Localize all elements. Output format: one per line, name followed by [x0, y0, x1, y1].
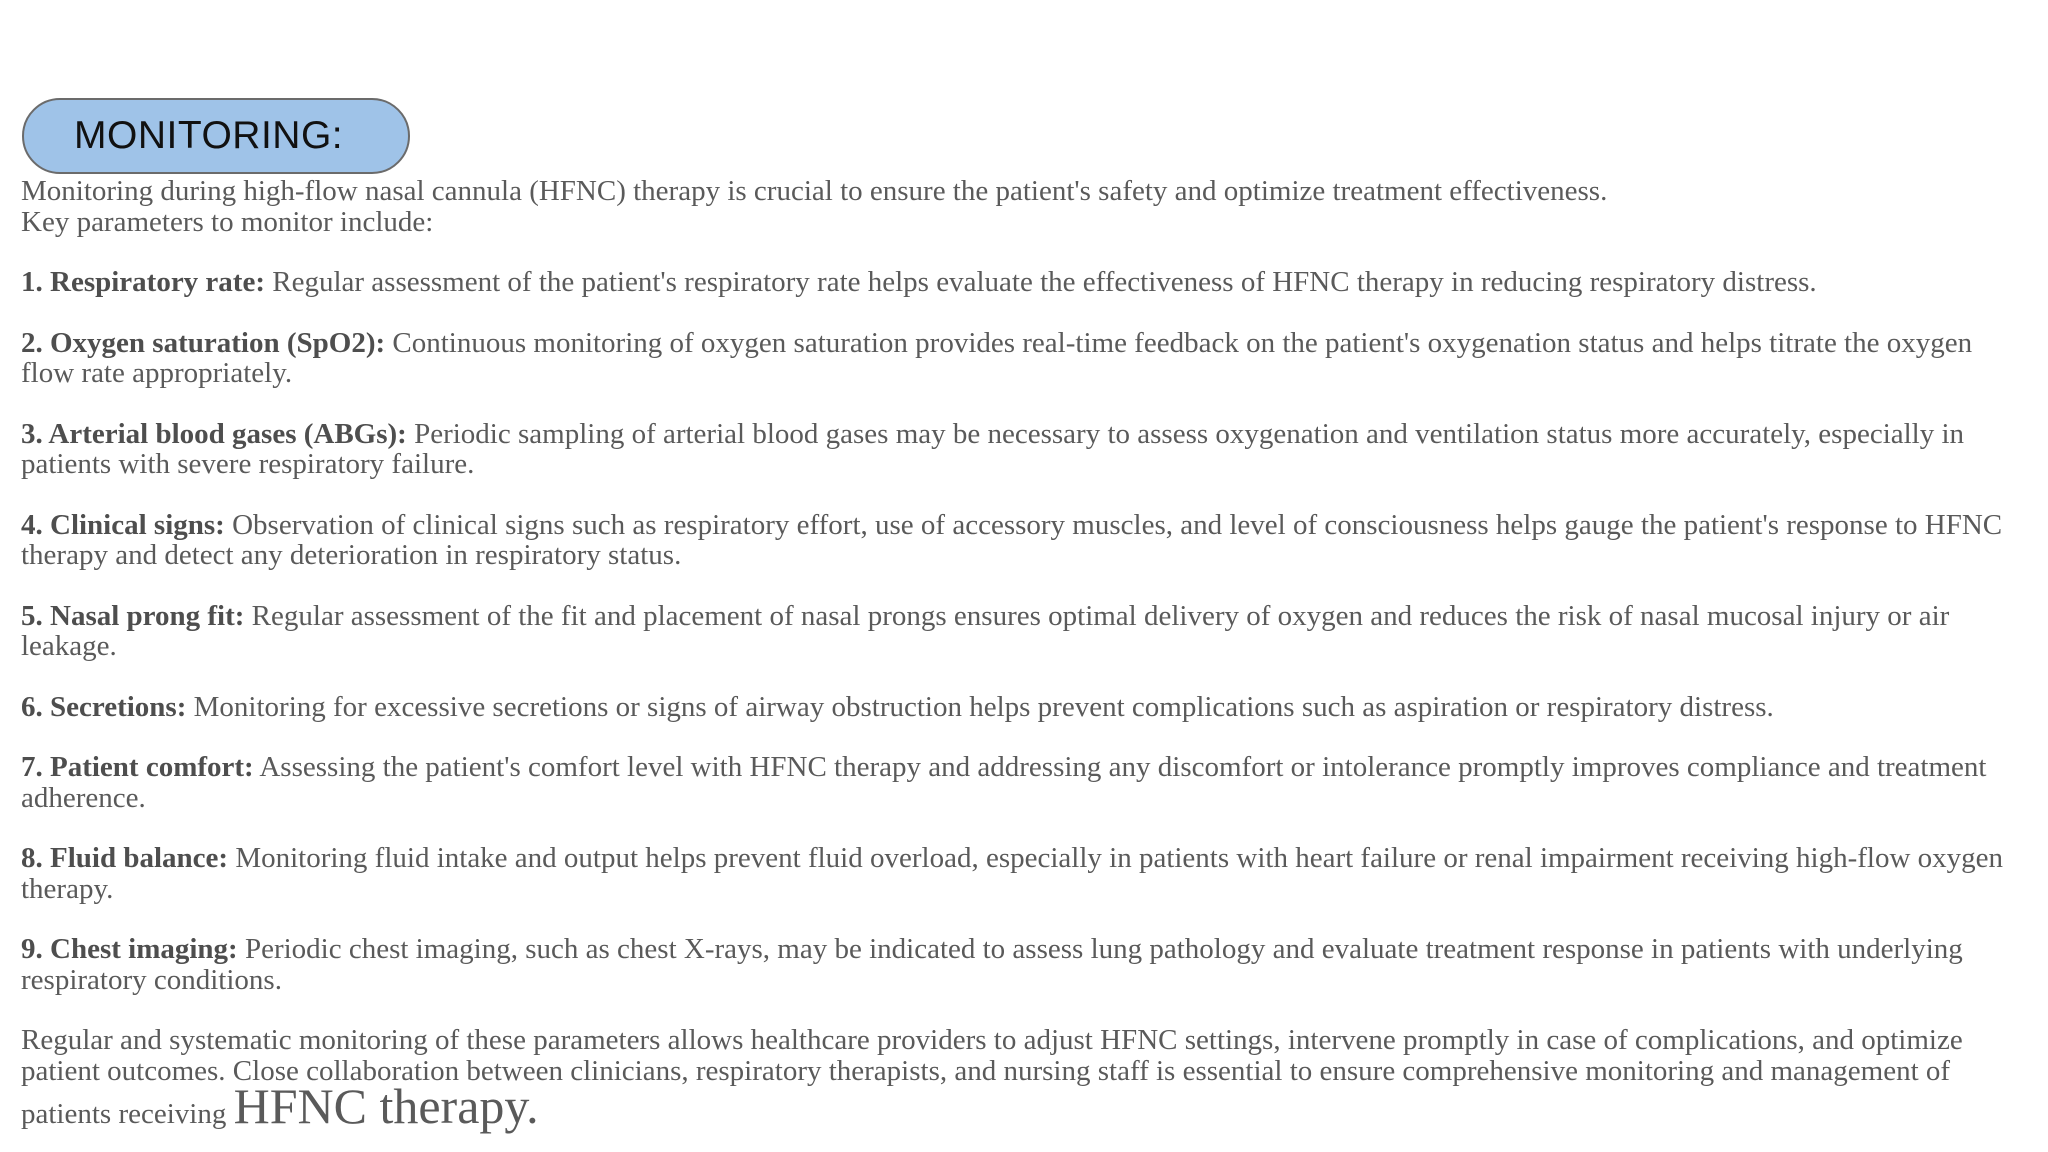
- list-item: [21, 510, 2031, 571]
- item-term: 8. Fluid balance:: [21, 842, 229, 874]
- item-term: 3. Arterial blood gases (ABGs):: [21, 417, 407, 450]
- item-text: Periodic sampling of arterial blood gases may be necessary to assess oxygenation and ventilation status more accurately, especially in patients with severe respiratory failure.: [21, 417, 1965, 480]
- conclusion-paragraph: [21, 1024, 2031, 1134]
- section-label: MONITORING:: [74, 114, 344, 157]
- list-item: [21, 328, 2031, 389]
- intro-line-1: Monitoring during high-flow nasal cannula (HFNC) therapy is crucial to ensure the patient's safety and optimize treatment effectiveness.: [21, 175, 1608, 207]
- item-term: 1. Respiratory rate:: [21, 266, 265, 298]
- content-body: [21, 175, 2031, 1134]
- list-item: [21, 601, 2031, 662]
- list-item: [21, 419, 2031, 480]
- item-term: 7. Patient comfort:: [21, 751, 254, 783]
- item-text: Periodic chest imaging, such as chest X-rays, may be indicated to assess lung pathology and evaluate treatment response in patients with underlying respiratory conditions.: [21, 933, 1963, 996]
- item-text: Observation of clinical signs such as respiratory effort, use of accessory muscles, and level of consciousness helps gauge the patient's response to HFNC therapy and detect any deterioration in respiratory status.: [21, 508, 2003, 571]
- list-item: [21, 267, 2031, 298]
- item-text: Regular assessment of the fit and placement of nasal prongs ensures optimal delivery of oxygen and reduces the risk of nasal mucosal injury or air leakage.: [21, 599, 1950, 662]
- list-item: [21, 692, 2031, 723]
- item-text: Assessing the patient's comfort level with HFNC therapy and addressing any discomfort or intolerance promptly improves compliance and treatment adherence.: [21, 751, 1987, 814]
- list-item: [21, 752, 2031, 813]
- item-term: 5. Nasal prong fit:: [21, 599, 245, 632]
- list-item: [21, 934, 2031, 995]
- item-term: 2. Oxygen saturation (SpO2):: [21, 326, 386, 359]
- list-item: [21, 843, 2031, 904]
- conclusion-emphasis: HFNC therapy.: [233, 1078, 539, 1134]
- intro-paragraph: [21, 176, 2031, 237]
- item-text: Regular assessment of the patient's respiratory rate helps evaluate the effectiveness of HFNC therapy in reducing respiratory distress.: [265, 266, 1817, 298]
- intro-line-2: Key parameters to monitor include:: [21, 205, 434, 238]
- item-text: Continuous monitoring of oxygen saturation provides real-time feedback on the patient's oxygenation status and helps titrate the oxygen flow rate appropriately.: [21, 326, 1973, 389]
- section-label-pill: [22, 98, 410, 174]
- item-text: Monitoring fluid intake and output helps prevent fluid overload, especially in patients with heart failure or renal impairment receiving high-flow oxygen therapy.: [21, 842, 2004, 905]
- item-term: 4. Clinical signs:: [21, 508, 225, 541]
- item-text: Monitoring for excessive secretions or signs of airway obstruction helps prevent complications such as aspiration or respiratory distress.: [186, 690, 1774, 723]
- conclusion-text: Regular and systematic monitoring of these parameters allows healthcare providers to adjust HFNC settings, intervene promptly in case of complications, and optimize patient outcomes. Close collaboration between clinicians, respiratory therapists, and nursing staff is essential to ensure comprehensive monitoring and management of patients receiving: [21, 1024, 1963, 1130]
- item-term: 9. Chest imaging:: [21, 933, 238, 965]
- item-term: 6. Secretions:: [21, 690, 187, 723]
